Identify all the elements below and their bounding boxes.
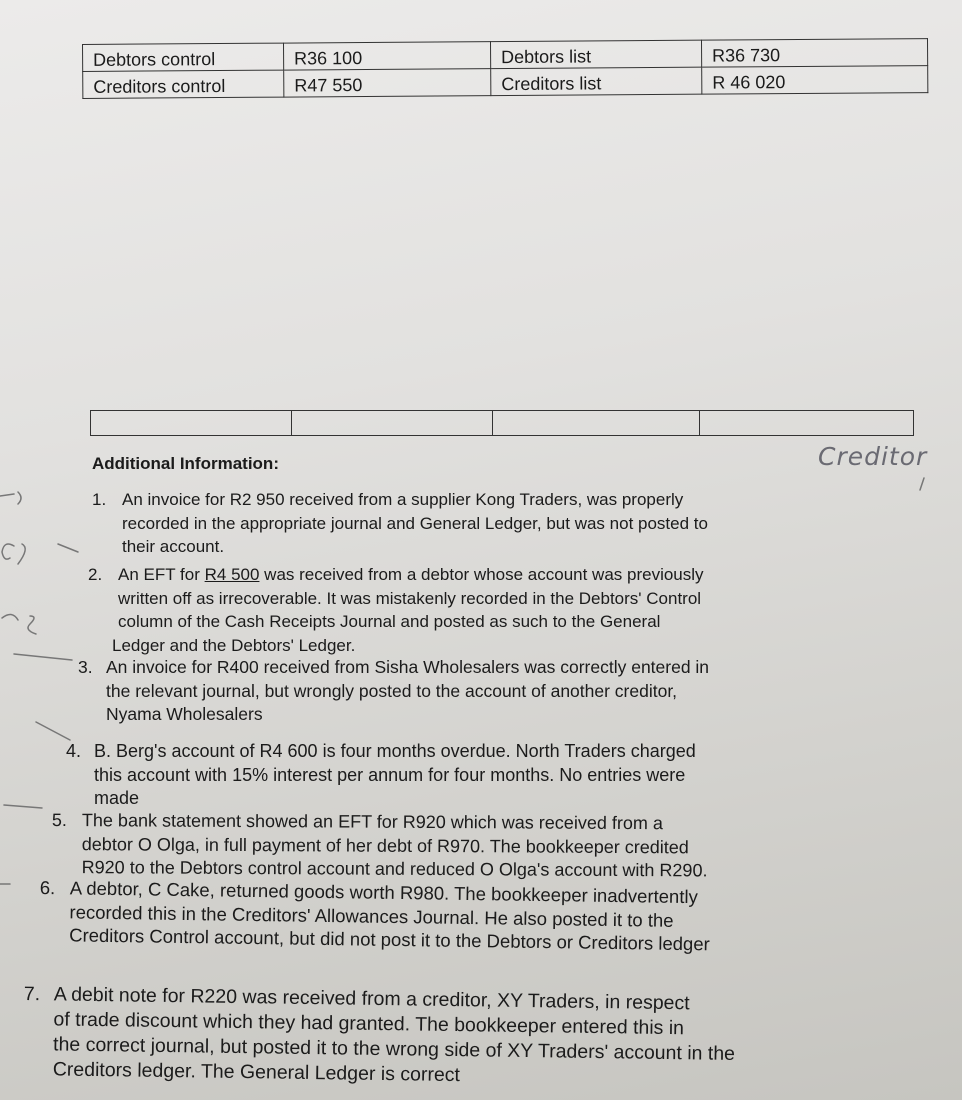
empty-cell	[292, 411, 493, 436]
balances-table	[82, 38, 928, 99]
table-row	[91, 411, 914, 436]
item-text-line: their account.	[122, 537, 225, 556]
margin-mark	[36, 722, 70, 740]
empty-cell	[493, 411, 700, 436]
item-text-line: The bank statement showed an EFT for R920 which was received from a	[81, 810, 663, 834]
item-number: 7.	[23, 982, 41, 1006]
item-number: 3.	[78, 657, 93, 677]
list-item	[66, 740, 696, 811]
cell-label: Creditors control	[83, 70, 284, 98]
item-text-line: recorded in the appropriate journal and General Ledger, but was not posted to	[122, 513, 708, 533]
list-item	[23, 982, 736, 1092]
item-number: 1.	[92, 490, 107, 509]
list-item	[92, 488, 708, 559]
item-text-line: the relevant journal, but wrongly posted to the account of another creditor,	[106, 680, 678, 701]
item-text-line: A debit note for R220 was received from a creditor, XY Traders, in respect	[53, 983, 690, 1015]
cell-value: R 46 020	[702, 66, 928, 95]
cell-label: Debtors control	[83, 43, 284, 71]
cell-label: Debtors list	[490, 40, 701, 68]
item-number: 5.	[51, 810, 68, 831]
margin-mark	[14, 654, 72, 660]
section-heading: Additional Information:	[92, 454, 279, 473]
list-item	[52, 809, 708, 883]
item-text-line: An invoice for R400 received from Sisha Wholesalers was correctly entered in	[106, 657, 710, 677]
margin-mark	[4, 805, 42, 808]
item-text-line: Creditors ledger. The General Ledger is correct	[52, 1058, 461, 1087]
cell-label: Creditors list	[491, 67, 702, 95]
cell-value: R36 100	[283, 42, 490, 70]
margin-mark	[920, 478, 924, 490]
item-number: 4.	[66, 741, 82, 761]
item-text-line: of trade discount which they had granted. The bookkeeper entered this in	[53, 1008, 685, 1040]
handwritten-note: Creditor	[818, 442, 928, 471]
item-text-line: the correct journal, but posted it to the wrong side of XY Traders' account in the	[52, 1033, 736, 1065]
item-text-line: Creditors Control account, but did not post it to the Debtors or Creditors ledger	[69, 924, 710, 955]
margin-mark	[2, 544, 25, 564]
item-text-line: B. Berg's account of R4 600 is four months overdue. North Traders charged	[94, 741, 696, 761]
item-number: 6.	[39, 876, 56, 899]
item-number: 2.	[88, 565, 103, 584]
item-text-line: R920 to the Debtors control account and reduced O Olga's account with R290.	[81, 857, 708, 881]
cell-value: R36 730	[701, 39, 927, 68]
item-text-line: debtor O Olga, in full payment of her debt of R970. The bookkeeper credited	[81, 833, 689, 857]
empty-table	[90, 410, 914, 436]
list-item	[88, 563, 704, 657]
empty-cell	[91, 411, 292, 436]
item-text-line: this account with 15% interest per annum for four months. No entries were	[94, 764, 686, 785]
item-text-line: An invoice for R2 950 received from a supplier Kong Traders, was properly	[122, 490, 684, 509]
item-text-line: Ledger and the Debtors' Ledger.	[112, 635, 356, 655]
item-text-line: column of the Cash Receipts Journal and posted as such to the General	[118, 612, 661, 631]
item-text-line: An EFT for R4 500 was received from a debtor whose account was previously	[118, 565, 704, 584]
cell-value: R47 550	[284, 69, 491, 97]
list-item	[78, 656, 709, 727]
item-text-line: made	[94, 788, 140, 808]
margin-mark	[2, 614, 36, 634]
table-row	[83, 66, 928, 99]
item-text-line: written off as irrecoverable. It was mistakenly recorded in the Debtors' Control	[118, 588, 702, 608]
item-text-line: A debtor, C Cake, returned goods worth R980. The bookkeeper inadvertently	[69, 877, 698, 908]
empty-cell	[700, 411, 914, 436]
item-text-line: Nyama Wholesalers	[106, 704, 263, 724]
item-text-line: recorded this in the Creditors' Allowances Journal. He also posted it to the	[69, 900, 674, 931]
margin-mark	[0, 492, 21, 504]
list-item	[39, 876, 711, 956]
margin-mark	[58, 544, 78, 552]
